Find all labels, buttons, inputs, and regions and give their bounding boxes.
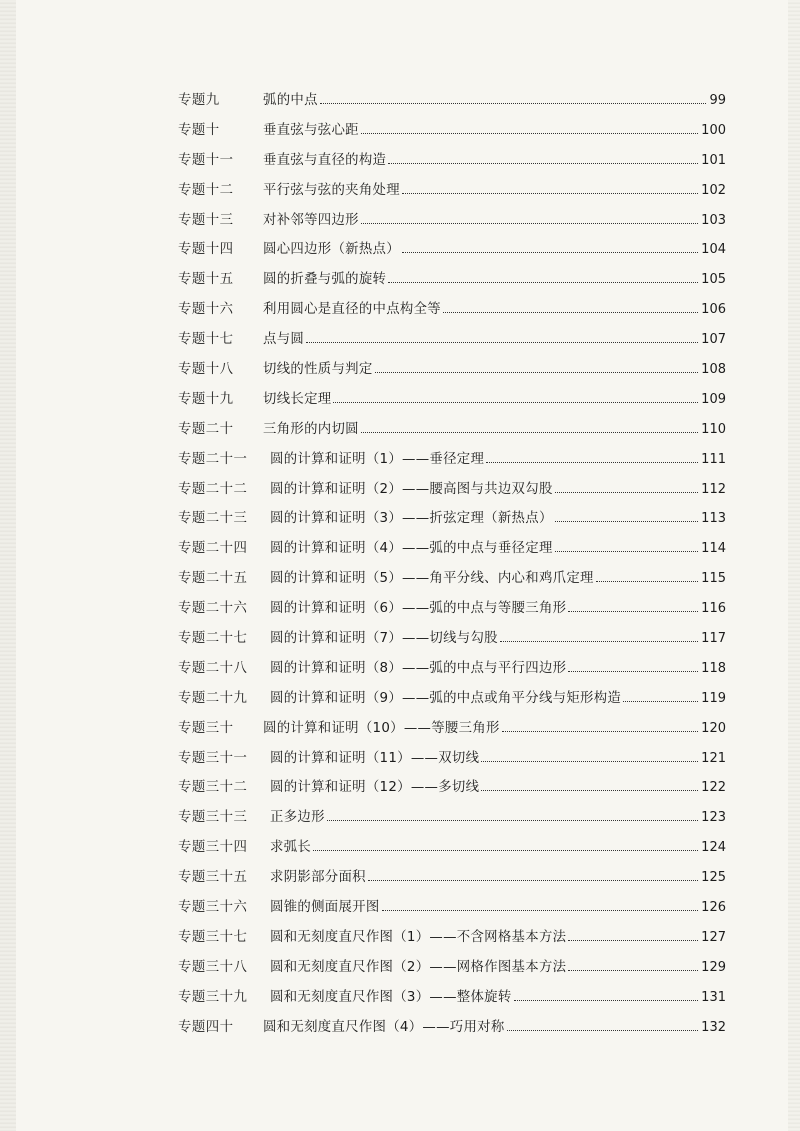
toc-entry-page-number: 100: [701, 122, 726, 138]
toc-leader-dots: [481, 761, 698, 762]
toc-entry[interactable]: [178, 1017, 726, 1047]
toc-entry-page-number: 112: [701, 481, 726, 497]
toc-entry[interactable]: [178, 777, 726, 807]
toc-entry[interactable]: [178, 508, 726, 538]
toc-entry-page-number: 126: [701, 900, 726, 916]
toc-leader-dots: [361, 133, 698, 134]
toc-entry-title: 求阴影部分面积: [270, 870, 366, 886]
toc-entry-label: 专题十: [178, 122, 220, 138]
toc-entry-page-number: 102: [701, 182, 726, 198]
toc-leader-dots: [333, 402, 698, 403]
toc-entry-label: 专题三十二: [178, 780, 248, 796]
toc-entry-label: 专题四十: [178, 1019, 234, 1035]
toc-entry-title: 圆的折叠与弧的旋转: [263, 272, 387, 288]
toc-leader-dots: [568, 970, 698, 971]
toc-entry-title: 圆的计算和证明（2）——腰高图与共边双勾股: [270, 481, 553, 497]
toc-entry-label: 专题三十六: [178, 900, 248, 916]
toc-leader-dots: [555, 551, 699, 552]
toc-leader-dots: [402, 252, 698, 253]
toc-entry-label: 专题三十四: [178, 840, 248, 856]
toc-entry-page-number: 110: [701, 421, 726, 437]
toc-entry[interactable]: [178, 389, 726, 419]
toc-entry-page-number: 117: [701, 631, 726, 647]
toc-entry-label: 专题二十三: [178, 511, 248, 527]
toc-entry[interactable]: [178, 449, 726, 479]
toc-entry[interactable]: [178, 957, 726, 987]
toc-leader-dots: [555, 492, 699, 493]
toc-entry-page-number: 111: [701, 451, 726, 467]
toc-entry-title: 圆和无刻度直尺作图（4）——巧用对称: [263, 1019, 505, 1035]
toc-entry-title: 圆和无刻度直尺作图（2）——网格作图基本方法: [270, 959, 567, 975]
toc-entry-title: 正多边形: [270, 810, 325, 826]
toc-entry[interactable]: [178, 419, 726, 449]
toc-entry-page-number: 120: [701, 720, 726, 736]
toc-entry[interactable]: [178, 180, 726, 210]
toc-entry-page-number: 99: [709, 93, 726, 108]
toc-leader-dots: [375, 372, 699, 373]
toc-entry[interactable]: [178, 120, 726, 150]
toc-entry-label: 专题二十六: [178, 601, 248, 617]
toc-entry-title: 圆的计算和证明（3）——折弦定理（新热点）: [270, 511, 553, 527]
page-edge-left: [0, 0, 16, 1131]
toc-leader-dots: [486, 462, 698, 463]
toc-entry-page-number: 127: [701, 929, 726, 945]
toc-leader-dots: [382, 910, 699, 911]
toc-entry-label: 专题十四: [178, 242, 234, 258]
toc-entry-page-number: 104: [701, 242, 726, 258]
toc-entry-title: 圆的计算和证明（12）——多切线: [270, 780, 480, 796]
toc-entry-label: 专题三十八: [178, 959, 248, 975]
toc-entry-title: 三角形的内切圆: [263, 421, 359, 437]
toc-entry-title: 圆的计算和证明（4）——弧的中点与垂径定理: [270, 541, 553, 557]
toc-leader-dots: [402, 193, 698, 194]
toc-entry-title: 圆心四边形（新热点）: [263, 242, 400, 258]
toc-entry[interactable]: [178, 658, 726, 688]
toc-entry-label: 专题二十八: [178, 660, 248, 676]
toc-entry-label: 专题二十七: [178, 631, 248, 647]
toc-leader-dots: [327, 820, 698, 821]
toc-entry-title: 点与圆: [263, 332, 305, 348]
toc-entry-label: 专题二十五: [178, 571, 248, 587]
toc-entry[interactable]: [178, 748, 726, 778]
toc-entry-title: 平行弦与弦的夹角处理: [263, 182, 400, 198]
toc-entry-page-number: 101: [701, 152, 726, 168]
toc-entry[interactable]: [178, 807, 726, 837]
toc-entry[interactable]: [178, 897, 726, 927]
toc-entry-label: 专题二十一: [178, 451, 248, 467]
toc-entry-title: 圆的计算和证明（6）——弧的中点与等腰三角形: [270, 601, 567, 617]
toc-entry[interactable]: [178, 90, 726, 120]
toc-entry[interactable]: [178, 239, 726, 269]
toc-entry-label: 专题二十九: [178, 690, 248, 706]
toc-entry-title: 圆的计算和证明（7）——切线与勾股: [270, 631, 498, 647]
toc-entry-page-number: 129: [701, 959, 726, 975]
toc-entry-label: 专题三十三: [178, 810, 248, 826]
page-edge-right: [788, 0, 800, 1131]
toc-entry-title: 圆的计算和证明（8）——弧的中点与平行四边形: [270, 660, 567, 676]
toc-entry[interactable]: [178, 269, 726, 299]
toc-leader-dots: [320, 103, 707, 104]
toc-entry-page-number: 132: [701, 1019, 726, 1035]
toc-entry-page-number: 125: [701, 870, 726, 886]
toc-entry[interactable]: [178, 927, 726, 957]
toc-entry-page-number: 113: [701, 511, 726, 527]
toc-entry-label: 专题十三: [178, 212, 234, 228]
toc-leader-dots: [443, 312, 698, 313]
toc-entry-label: 专题十八: [178, 362, 234, 378]
toc-entry-label: 专题三十一: [178, 750, 248, 766]
toc-entry[interactable]: [178, 628, 726, 658]
toc-leader-dots: [361, 432, 698, 433]
toc-leader-dots: [568, 671, 698, 672]
toc-entry-page-number: 116: [701, 601, 726, 617]
toc-entry-label: 专题二十二: [178, 481, 248, 497]
toc-entry-label: 专题三十九: [178, 989, 248, 1005]
toc-leader-dots: [514, 1000, 699, 1001]
toc-entry-page-number: 118: [701, 660, 726, 676]
toc-entry-title: 切线的性质与判定: [263, 362, 373, 378]
toc-entry-page-number: 108: [701, 362, 726, 378]
toc-entry-page-number: 115: [701, 571, 726, 587]
toc-entry-page-number: 114: [701, 541, 726, 557]
toc-entry-title: 圆和无刻度直尺作图（1）——不含网格基本方法: [270, 929, 567, 945]
toc-entry-title: 圆的计算和证明（10）——等腰三角形: [263, 720, 500, 736]
toc-entry-title: 圆的计算和证明（1）——垂径定理: [270, 451, 485, 467]
toc-entry[interactable]: [178, 299, 726, 329]
toc-leader-dots: [555, 521, 699, 522]
toc-entry-page-number: 131: [701, 989, 726, 1005]
toc-entry-page-number: 123: [701, 810, 726, 826]
toc-entry[interactable]: [178, 329, 726, 359]
toc-entry[interactable]: [178, 210, 726, 240]
toc-entry[interactable]: [178, 359, 726, 389]
toc-entry-page-number: 105: [701, 272, 726, 288]
toc-entry-page-number: 109: [701, 391, 726, 407]
toc-leader-dots: [568, 940, 698, 941]
toc-entry-label: 专题十九: [178, 391, 234, 407]
toc-entry-title: 圆和无刻度直尺作图（3）——整体旋转: [270, 989, 512, 1005]
toc-leader-dots: [306, 342, 698, 343]
toc-entry[interactable]: [178, 568, 726, 598]
toc-entry[interactable]: [178, 718, 726, 748]
toc-entry-title: 圆的计算和证明（5）——角平分线、内心和鸡爪定理: [270, 571, 594, 587]
toc-leader-dots: [481, 790, 698, 791]
toc-entry[interactable]: [178, 598, 726, 628]
toc-entry-label: 专题十一: [178, 152, 234, 168]
toc-entry-title: 切线长定理: [263, 391, 332, 407]
toc-entry-label: 专题三十五: [178, 870, 248, 886]
toc-entry-title: 垂直弦与直径的构造: [263, 152, 387, 168]
toc-leader-dots: [507, 1030, 699, 1031]
toc-entry-label: 专题九: [178, 93, 220, 108]
toc-entry-label: 专题二十: [178, 421, 234, 437]
toc-entry[interactable]: [178, 538, 726, 568]
toc-leader-dots: [388, 282, 698, 283]
toc-leader-dots: [502, 731, 698, 732]
toc-entry[interactable]: [178, 688, 726, 718]
toc-entry[interactable]: [178, 479, 726, 509]
toc-entry-label: 专题二十四: [178, 541, 248, 557]
toc-entry-label: 专题三十: [178, 720, 234, 736]
toc-leader-dots: [596, 581, 698, 582]
toc-leader-dots: [568, 611, 698, 612]
toc-entry-label: 专题十七: [178, 332, 234, 348]
toc-entry-label: 专题三十七: [178, 929, 248, 945]
toc-entry[interactable]: [178, 837, 726, 867]
toc-leader-dots: [313, 850, 698, 851]
toc-entry-title: 求弧长: [270, 840, 312, 856]
toc-leader-dots: [500, 641, 698, 642]
toc-entry-label: 专题十二: [178, 182, 234, 198]
toc-entry-label: 专题十五: [178, 272, 234, 288]
toc-entry-title: 弧的中点: [263, 93, 318, 108]
toc-leader-dots: [361, 223, 698, 224]
toc-entry-page-number: 119: [701, 690, 726, 706]
toc-entry[interactable]: [178, 867, 726, 897]
toc-leader-dots: [623, 701, 698, 702]
toc-leader-dots: [368, 880, 698, 881]
toc-entry-label: 专题十六: [178, 302, 234, 318]
toc-entry-title: 圆锥的侧面展开图: [270, 900, 380, 916]
toc-entry-title: 圆的计算和证明（11）——双切线: [270, 750, 480, 766]
toc-entry-title: 对补邻等四边形: [263, 212, 359, 228]
toc-entry-page-number: 124: [701, 840, 726, 856]
toc-entry-page-number: 107: [701, 332, 726, 348]
toc-entry-title: 圆的计算和证明（9）——弧的中点或角平分线与矩形构造: [270, 690, 622, 706]
toc-entry-title: 利用圆心是直径的中点构全等: [263, 302, 441, 318]
table-of-contents: [178, 90, 726, 1047]
toc-entry[interactable]: [178, 987, 726, 1017]
toc-leader-dots: [388, 163, 698, 164]
toc-entry[interactable]: [178, 150, 726, 180]
toc-entry-page-number: 122: [701, 780, 726, 796]
toc-entry-title: 垂直弦与弦心距: [263, 122, 359, 138]
toc-entry-page-number: 106: [701, 302, 726, 318]
toc-entry-page-number: 121: [701, 750, 726, 766]
toc-entry-page-number: 103: [701, 212, 726, 228]
